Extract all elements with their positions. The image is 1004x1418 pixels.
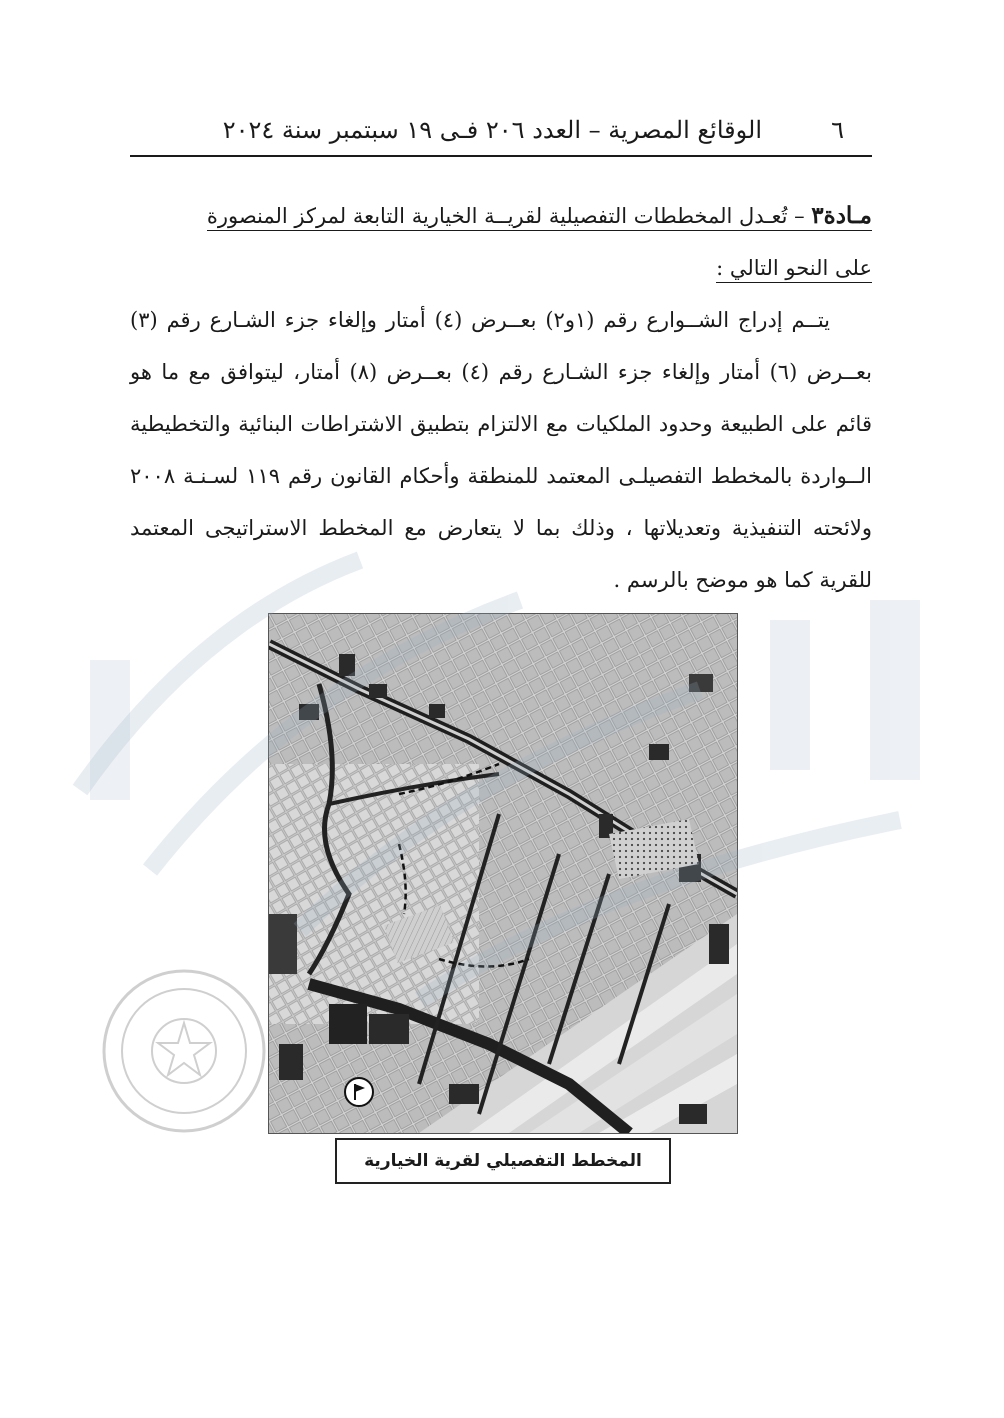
map-image (269, 614, 737, 1133)
ministry-stamp-icon (98, 965, 270, 1137)
article-heading-continuation: على النحو التالي : (716, 256, 872, 283)
map-caption: المخطط التفصيلي لقرية الخيارية (335, 1138, 671, 1184)
header-rule (130, 155, 872, 157)
article-paragraph: يتــم إدراج الشــوارع رقم (١و٢) بعــرض (٤) أمتار وإلغاء جزء الشـارع رقم (٣) بعــرض (٦) أمتار وإلغاء جزء الشـارع رقم (٤) بعــرض (٨) أمتار، ليتوافق مع ما هو قائم على الطبيعة وحدود الملكيات مع الالتزام بتطبيق الاشتراطات البنائية والتخطيطية الــواردة بالمخطط التفصيلـى المعتمد للمنطقة وأحكام القانون رقم ١١٩ لسـنـة ٢٠٠٨ ولائحته التنفيذية وتعديلاتها ، وذلك بما لا يتعارض مع المخطط الاستراتيجى المعتمد للقرية كما هو موضح بالرسم . (130, 308, 873, 592)
page-header (130, 112, 872, 152)
article-body (130, 190, 872, 606)
page-number: ٦ (831, 116, 844, 144)
running-title: الوقائع المصرية – العدد ٢٠٦ فـى ١٩ سبتمبر سنة ٢٠٢٤ (222, 116, 762, 144)
north-arrow-icon (345, 1078, 373, 1106)
article-heading-line2 (130, 242, 872, 294)
article-number: مـادة٣ (811, 202, 872, 229)
article-heading-text: – تُعـدل المخططات التفصيلية لقريــة الخيارية التابعة لمركز المنصورة (206, 204, 812, 228)
article-heading-underlined (207, 204, 872, 231)
detailed-plan-map (268, 613, 738, 1134)
article-heading-line (130, 190, 872, 242)
